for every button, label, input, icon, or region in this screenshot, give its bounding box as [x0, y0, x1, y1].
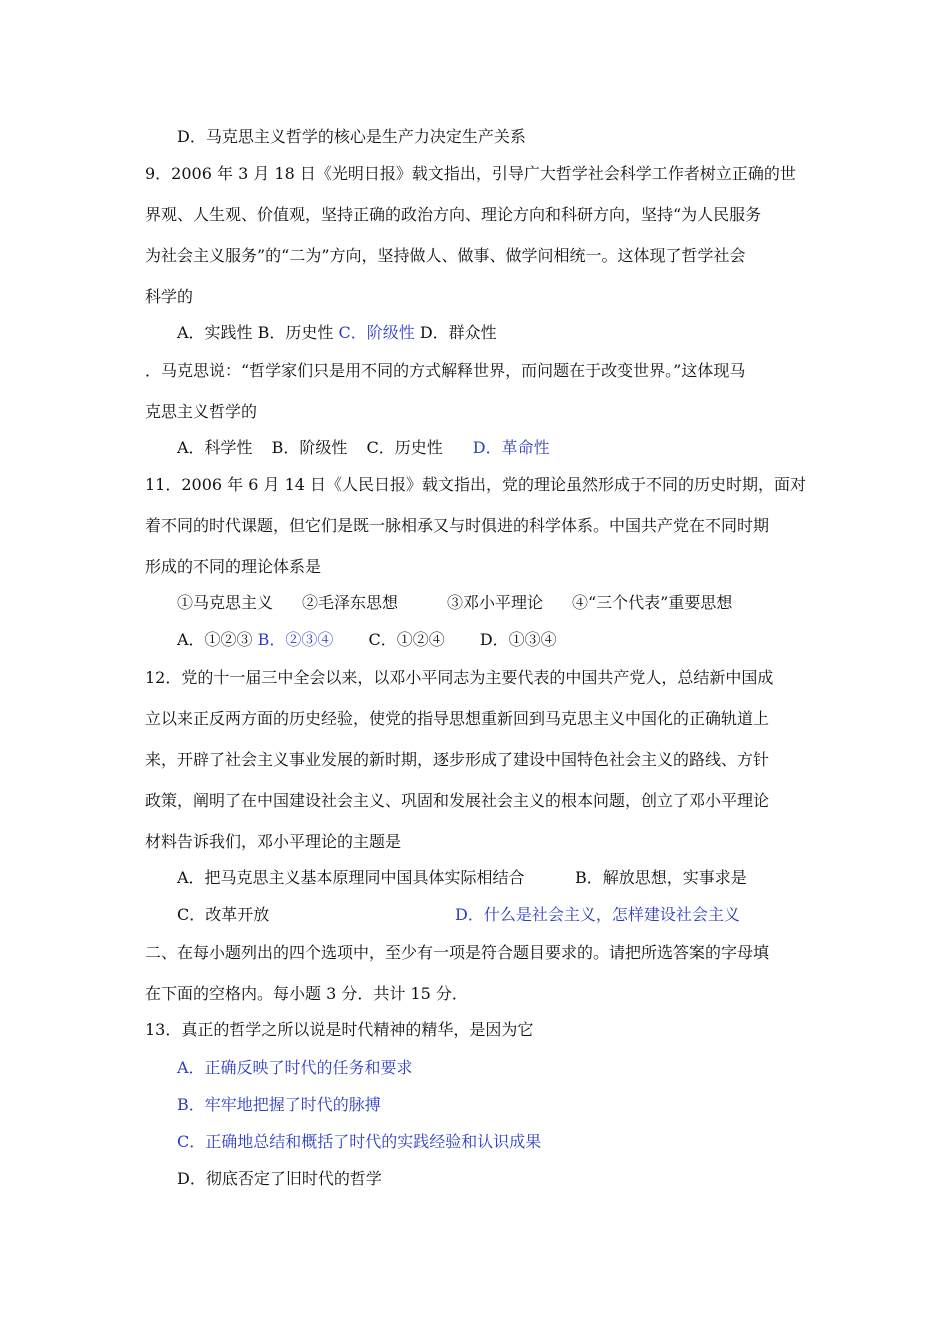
q11-options — [177, 630, 557, 650]
q13-option-c-answer: C．正确地总结和概括了时代的实践经验和认识成果 — [177, 1132, 542, 1151]
q13-option-b-answer: B．牢牢地把握了时代的脉搏 — [177, 1095, 381, 1114]
q12-stem-line-3: 来，开辟了社会主义事业发展的新时期，逐步形成了建设中国特色社会主义的路线、方针 — [145, 750, 770, 769]
q12-stem-line-5: 材料告诉我们，邓小平理论的主题是 — [145, 832, 402, 851]
q13-option-a-answer: A．正确反映了时代的任务和要求 — [177, 1058, 413, 1077]
q11-item-4: ④“三个代表”重要思想 — [572, 593, 733, 612]
q12-option-c: C．改革开放 — [177, 905, 270, 924]
q12-stem-line-1: 12．党的十一届三中全会以来，以邓小平同志为主要代表的中国共产党人，总结新中国成 — [145, 668, 774, 687]
q12-stem-line-2: 立以来正反两方面的历史经验，使党的指导思想重新回到马克思主义中国化的正确轨道上 — [145, 709, 770, 728]
q11-option-a: A．①②③ — [177, 630, 258, 649]
q10-options-abc: A．科学性 B．阶级性 C．历史性 — [177, 438, 443, 457]
q9-option-c-answer: C．阶级性 — [338, 323, 415, 342]
q11-item-3: ③邓小平理论 — [447, 593, 544, 612]
q13-stem: 13．真正的哲学之所以说是时代精神的精华，是因为它 — [145, 1020, 534, 1039]
q9-stem-line-2: 界观、人生观、价值观，坚持正确的政治方向、理论方向和科研方向，坚持“为人民服务 — [145, 205, 762, 224]
q10-options — [177, 438, 550, 458]
q11-items — [177, 593, 732, 613]
section-2-instructions-line-1: 二、在每小题列出的四个选项中，至少有一项是符合题目要求的。请把所选答案的字母填 — [145, 943, 770, 962]
q9-option-d: D．群众性 — [414, 323, 497, 342]
q10-stem-line-1: ．马克思说：“哲学家们只是用不同的方式解释世界，而问题在于改变世界。”这体现马 — [145, 361, 746, 380]
q13-option-d: D．彻底否定了旧时代的哲学 — [177, 1169, 382, 1188]
q10-stem-line-2: 克思主义哲学的 — [145, 402, 258, 421]
q11-stem-line-2: 着不同的时代课题，但它们是既一脉相承又与时俱进的科学体系。中国共产党在不同时期 — [145, 516, 770, 535]
q9-stem-line-1: 9．2006 年 3 月 18 日《光明日报》载文指出，引导广大哲学社会科学工作者树立正确的世 — [145, 164, 796, 183]
q12-option-a: A．把马克思主义基本原理同中国具体实际相结合 — [177, 868, 525, 887]
q12-options-row-2 — [177, 905, 740, 925]
q10-option-d-answer: D．革命性 — [472, 438, 550, 457]
q9-options — [177, 323, 497, 343]
q8-option-d: D．马克思主义哲学的核心是生产力决定生产关系 — [177, 127, 526, 146]
q12-option-b: B．解放思想，实事求是 — [575, 868, 747, 887]
q12-option-d-answer: D．什么是社会主义，怎样建设社会主义 — [455, 905, 740, 924]
q12-stem-line-4: 政策，阐明了在中国建设社会主义、巩固和发展社会主义的根本问题，创立了邓小平理论 — [145, 791, 770, 810]
q11-stem-line-1: 11．2006 年 6 月 14 日《人民日报》载文指出，党的理论虽然形成于不同的历史时期，面对 — [145, 475, 807, 494]
q12-options-row-1 — [177, 868, 747, 888]
q9-stem-line-3: 为社会主义服务”的“二为”方向，坚持做人、做事、做学问相统一。这体现了哲学社会 — [145, 246, 746, 265]
q11-stem-line-3: 形成的不同的理论体系是 — [145, 557, 322, 576]
q9-options-ab: A．实践性 B．历史性 — [177, 323, 339, 342]
q11-item-2: ②毛泽东思想 — [302, 593, 399, 612]
q11-item-1: ①马克思主义 — [177, 593, 274, 612]
q9-stem-line-4: 科学的 — [145, 287, 194, 306]
q11-options-cd: C．①②④ D．①③④ — [333, 630, 557, 649]
section-2-instructions-line-2: 在下面的空格内。每小题 3 分．共计 15 分． — [145, 984, 468, 1003]
q11-option-b-answer: B．②③④ — [257, 630, 334, 649]
